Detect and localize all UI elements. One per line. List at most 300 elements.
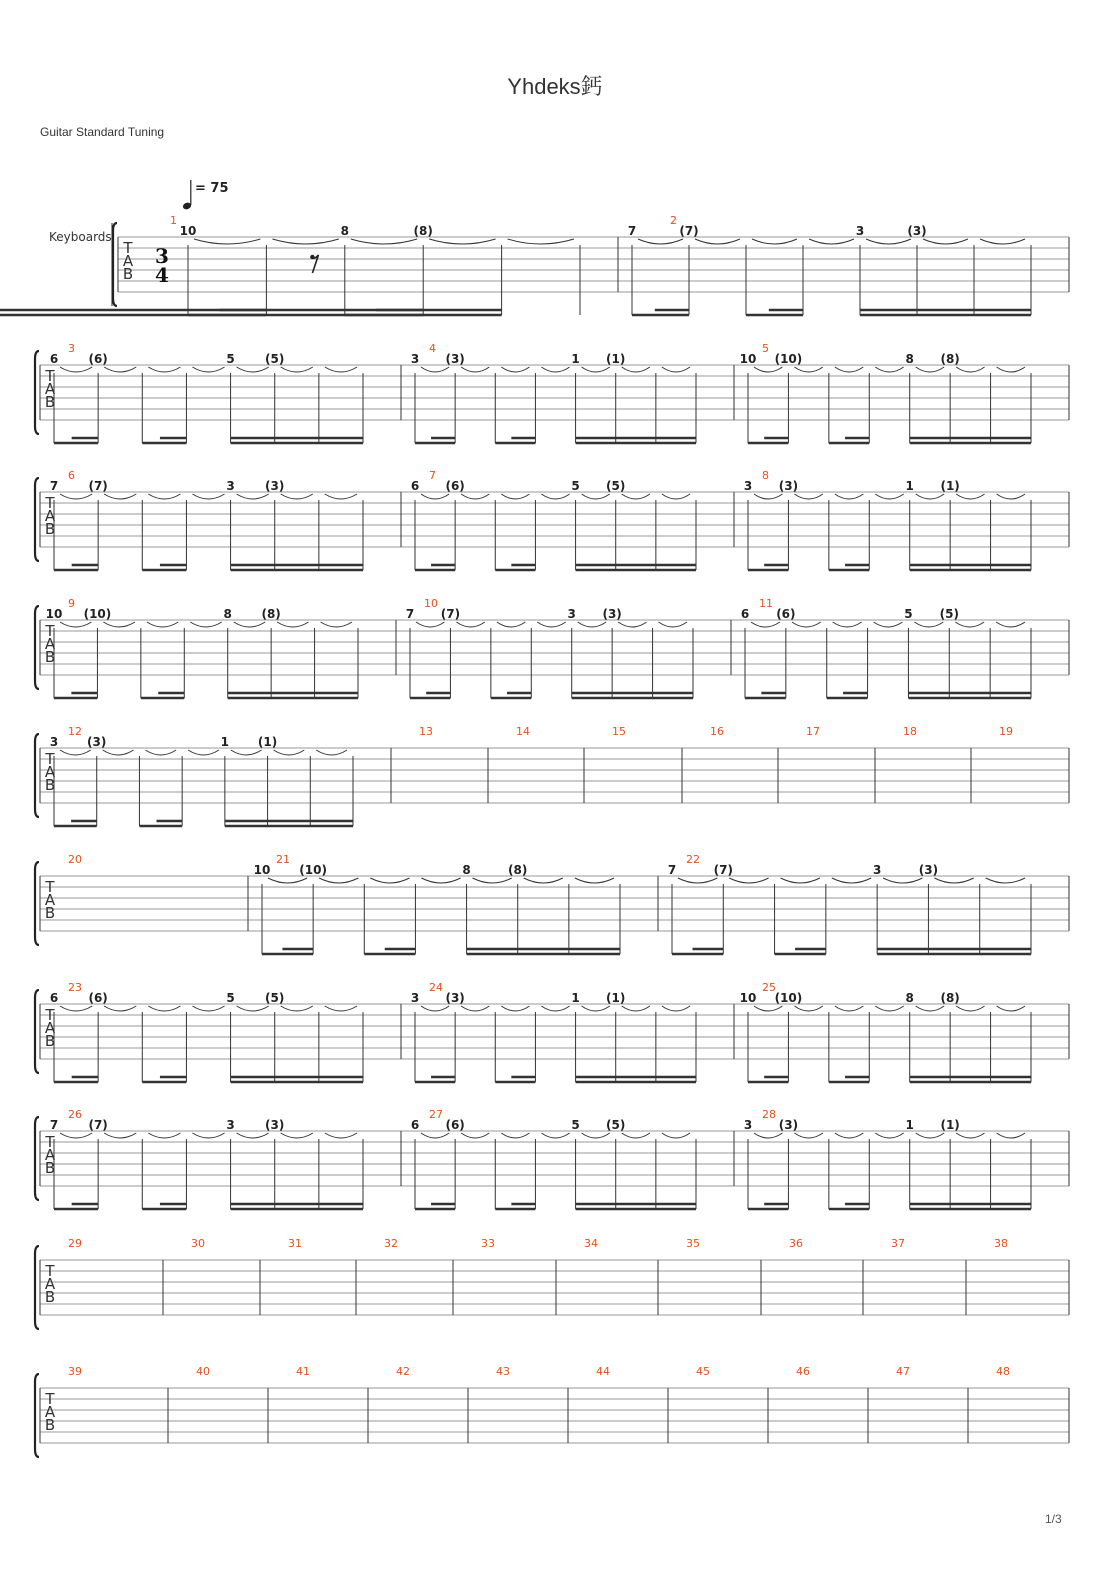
- measure-number: 5: [762, 342, 769, 355]
- tie: [956, 367, 984, 372]
- fret-number: 3: [567, 607, 576, 621]
- fret-number: (6): [445, 479, 465, 493]
- measure-number: 44: [596, 1365, 610, 1378]
- tie: [622, 367, 650, 372]
- fret-number: 1: [905, 1118, 914, 1132]
- tie: [578, 622, 606, 627]
- fret-number: 5: [904, 607, 913, 621]
- page-title: Yhdeks鈣: [507, 74, 603, 99]
- fret-number: (1): [940, 479, 960, 493]
- tie: [272, 239, 338, 244]
- fret-number: 1: [220, 735, 230, 749]
- tie: [461, 367, 489, 372]
- tie: [997, 367, 1025, 372]
- tie: [729, 878, 768, 883]
- tab-clef-letter: B: [44, 1416, 56, 1434]
- measure-number: 10: [424, 597, 438, 610]
- tie: [429, 239, 495, 244]
- tie: [996, 622, 1025, 627]
- tie: [582, 1006, 610, 1011]
- fret-number: 7: [667, 863, 677, 877]
- measure-number: 4: [429, 342, 436, 355]
- fret-number: 10: [739, 352, 757, 366]
- measure-number: 15: [612, 725, 626, 738]
- tie: [501, 494, 529, 499]
- fret-number: 8: [905, 991, 914, 1005]
- measure-number: 6: [68, 469, 75, 482]
- tab-clef-letter: A: [44, 1403, 56, 1421]
- fret-number: 7: [627, 224, 637, 238]
- fret-number: 7: [405, 607, 415, 621]
- fret-number: 8: [905, 352, 914, 366]
- system-bracket: [35, 1246, 39, 1329]
- tie: [461, 494, 489, 499]
- fret-number: (5): [265, 352, 285, 366]
- tie: [638, 239, 683, 244]
- tie: [923, 239, 968, 244]
- fret-number: 6: [49, 352, 59, 366]
- measure-number: 8: [762, 469, 769, 482]
- measure-number: 26: [68, 1108, 82, 1121]
- tie: [370, 878, 409, 883]
- measure-number: 21: [276, 853, 290, 866]
- tie: [809, 239, 854, 244]
- tab-clef-letter: A: [44, 891, 56, 909]
- fret-number: 6: [49, 991, 59, 1005]
- tempo-label: = 75: [195, 181, 229, 196]
- measure-number: 12: [68, 725, 82, 738]
- fret-number: (8): [508, 863, 528, 877]
- fret-number: (7): [88, 479, 108, 493]
- measure-number: 25: [762, 981, 776, 994]
- tie: [751, 622, 780, 627]
- tie: [980, 239, 1025, 244]
- fret-number: (10): [774, 991, 803, 1005]
- measure-number: 9: [68, 597, 75, 610]
- tie: [501, 367, 529, 372]
- fret-number: (5): [939, 607, 959, 621]
- tie: [281, 1133, 313, 1138]
- tab-clef-letter: T: [45, 1262, 55, 1280]
- measure-number: 3: [68, 342, 75, 355]
- measure-number: 41: [296, 1365, 310, 1378]
- fret-number: (6): [88, 352, 108, 366]
- fret-number: (8): [940, 991, 960, 1005]
- fret-number: (1): [940, 1118, 960, 1132]
- fret-number: 8: [462, 863, 471, 877]
- tab-clef-letter: B: [44, 520, 56, 538]
- measure-number: 46: [796, 1365, 810, 1378]
- tab-clef-letter: A: [44, 1275, 56, 1293]
- tie: [461, 1006, 489, 1011]
- fret-number: 3: [872, 863, 882, 877]
- tie: [192, 1006, 224, 1011]
- tie: [319, 878, 358, 883]
- tie: [234, 622, 265, 627]
- measure-number: 30: [191, 1237, 205, 1250]
- fret-number: 10: [739, 991, 757, 1005]
- tab-clef-letter: A: [44, 635, 56, 653]
- tie: [421, 1133, 449, 1138]
- fret-number: (1): [606, 991, 626, 1005]
- tuning-label: Guitar Standard Tuning: [40, 125, 165, 139]
- measure-number: 40: [196, 1365, 210, 1378]
- measure-number: 17: [806, 725, 820, 738]
- tie: [659, 622, 687, 627]
- tab-clef-letter: T: [45, 622, 55, 640]
- tie: [997, 1133, 1025, 1138]
- tie: [60, 622, 91, 627]
- tie: [622, 1133, 650, 1138]
- tie: [237, 367, 269, 372]
- fret-number: (6): [88, 991, 108, 1005]
- tie: [955, 622, 984, 627]
- fret-number: 5: [571, 1118, 580, 1132]
- fret-number: (5): [265, 991, 285, 1005]
- tab-clef-letter: T: [45, 494, 55, 512]
- tie: [754, 1133, 782, 1138]
- tie: [190, 622, 221, 627]
- tab-clef-letter: B: [44, 776, 56, 794]
- tie: [192, 1133, 224, 1138]
- fret-number: 3: [49, 735, 59, 749]
- tie: [916, 1006, 944, 1011]
- measure-number: 43: [496, 1365, 510, 1378]
- tie: [835, 1006, 863, 1011]
- tie: [325, 1133, 357, 1138]
- tie: [104, 494, 136, 499]
- fret-number: 10: [179, 224, 197, 238]
- tie: [501, 1133, 529, 1138]
- fret-number: (5): [606, 1118, 626, 1132]
- tie: [456, 622, 484, 627]
- tie: [541, 1006, 569, 1011]
- tab-clef-letter: T: [45, 1133, 55, 1151]
- tie: [60, 367, 92, 372]
- tie: [582, 1133, 610, 1138]
- measure-number: 28: [762, 1108, 776, 1121]
- tie: [281, 367, 313, 372]
- tie: [833, 622, 862, 627]
- tie: [268, 878, 307, 883]
- fret-number: 3: [410, 991, 420, 1005]
- fret-number: (3): [602, 607, 622, 621]
- tie: [192, 494, 224, 499]
- measure-number: 35: [686, 1237, 700, 1250]
- tab-clef-letter: B: [44, 1032, 56, 1050]
- fret-number: (3): [445, 991, 465, 1005]
- tie: [781, 878, 820, 883]
- tab-clef-letter: T: [123, 239, 133, 257]
- tie: [997, 494, 1025, 499]
- tie: [145, 750, 176, 755]
- fret-number: (8): [413, 224, 433, 238]
- tie: [792, 622, 821, 627]
- fret-number: 3: [226, 479, 235, 493]
- system-bracket: [35, 734, 39, 817]
- tie: [794, 367, 822, 372]
- tab-clef-letter: B: [44, 1288, 56, 1306]
- tie: [104, 367, 136, 372]
- time-signature-denominator: 4: [155, 263, 169, 287]
- system-bracket: [35, 1374, 39, 1457]
- tie: [835, 1133, 863, 1138]
- system-bracket: [35, 606, 39, 689]
- tie: [60, 750, 91, 755]
- measure-number: 42: [396, 1365, 410, 1378]
- tie: [866, 239, 911, 244]
- tie: [351, 239, 417, 244]
- tie: [524, 878, 563, 883]
- tie: [194, 239, 260, 244]
- fret-number: 5: [226, 991, 235, 1005]
- tie: [883, 878, 922, 883]
- tie: [325, 1006, 357, 1011]
- fret-number: 5: [226, 352, 235, 366]
- measure-number: 47: [896, 1365, 910, 1378]
- measure-number: 34: [584, 1237, 598, 1250]
- measure-number: 1: [170, 214, 177, 227]
- tie: [832, 878, 871, 883]
- tie: [622, 494, 650, 499]
- system-bracket: [113, 223, 117, 306]
- tie: [537, 622, 565, 627]
- tie: [321, 622, 352, 627]
- measure-number: 31: [288, 1237, 302, 1250]
- fret-number: 3: [743, 1118, 753, 1132]
- measure-number: 38: [994, 1237, 1008, 1250]
- fret-number: (3): [907, 224, 927, 238]
- tie: [875, 1133, 903, 1138]
- tie: [875, 494, 903, 499]
- fret-number: (3): [918, 863, 939, 877]
- measure-number: 23: [68, 981, 82, 994]
- fret-number: (10): [774, 352, 803, 366]
- fret-number: 8: [340, 224, 349, 238]
- tie: [695, 239, 740, 244]
- tie: [916, 1133, 944, 1138]
- tie: [934, 878, 973, 883]
- measure-number: 7: [429, 469, 436, 482]
- measure-number: 13: [419, 725, 433, 738]
- tie: [148, 1006, 180, 1011]
- fret-number: 10: [253, 863, 271, 877]
- tie: [582, 494, 610, 499]
- tie: [916, 367, 944, 372]
- tie: [325, 367, 357, 372]
- tie: [662, 1006, 690, 1011]
- tie: [188, 750, 219, 755]
- tab-clef-letter: A: [44, 507, 56, 525]
- tie: [541, 1133, 569, 1138]
- tie: [835, 494, 863, 499]
- measure-number: 39: [68, 1365, 82, 1378]
- measure-number: 11: [759, 597, 773, 610]
- page-number: 1/3: [1045, 1512, 1062, 1526]
- tie: [997, 1006, 1025, 1011]
- tie: [874, 622, 903, 627]
- tie: [281, 494, 313, 499]
- measure-number: 2: [670, 214, 677, 227]
- time-signature-numerator: 3: [155, 244, 169, 268]
- fret-number: 7: [49, 1118, 59, 1132]
- tie: [618, 622, 646, 627]
- tie: [754, 494, 782, 499]
- measure-number: 18: [903, 725, 917, 738]
- fret-number: (6): [776, 607, 796, 621]
- tab-clef-letter: A: [44, 380, 56, 398]
- fret-number: 3: [226, 1118, 235, 1132]
- tie: [237, 1133, 269, 1138]
- tie: [60, 1006, 92, 1011]
- tie: [231, 750, 262, 755]
- fret-number: (3): [265, 479, 285, 493]
- fret-number: (1): [606, 352, 626, 366]
- fret-number: (8): [261, 607, 281, 621]
- tie: [416, 622, 444, 627]
- tie: [575, 878, 614, 883]
- system-bracket: [35, 351, 39, 434]
- system-bracket: [35, 862, 39, 945]
- tab-clef-letter: B: [44, 904, 56, 922]
- measure-number: 48: [996, 1365, 1010, 1378]
- fret-number: 6: [410, 479, 420, 493]
- tie: [956, 1133, 984, 1138]
- system-bracket: [35, 478, 39, 561]
- tie: [875, 367, 903, 372]
- fret-number: (3): [87, 735, 107, 749]
- measure-number: 27: [429, 1108, 443, 1121]
- tie: [914, 622, 943, 627]
- tie: [148, 367, 180, 372]
- system-bracket: [35, 990, 39, 1073]
- fret-number: 6: [740, 607, 750, 621]
- system-bracket: [35, 1117, 39, 1200]
- tab-clef-letter: A: [122, 252, 134, 270]
- tie: [986, 878, 1025, 883]
- tie: [875, 1006, 903, 1011]
- tie: [541, 494, 569, 499]
- tie: [103, 750, 134, 755]
- tie: [237, 1006, 269, 1011]
- measure-number: 16: [710, 725, 724, 738]
- fret-number: (7): [679, 224, 699, 238]
- tie: [60, 494, 92, 499]
- fret-number: (3): [265, 1118, 285, 1132]
- fret-number: 5: [571, 479, 580, 493]
- tie: [662, 494, 690, 499]
- fret-number: 1: [905, 479, 914, 493]
- fret-number: (8): [940, 352, 960, 366]
- fret-number: 3: [855, 224, 865, 238]
- eighth-rest-dot: [310, 255, 314, 259]
- tie: [662, 367, 690, 372]
- tie: [582, 367, 610, 372]
- tab-clef-letter: T: [45, 1390, 55, 1408]
- tie: [501, 1006, 529, 1011]
- tab-clef-letter: A: [44, 1146, 56, 1164]
- tie: [60, 1133, 92, 1138]
- tab-clef-letter: T: [45, 1006, 55, 1024]
- measure-number: 14: [516, 725, 530, 738]
- tie: [192, 367, 224, 372]
- tie: [148, 1133, 180, 1138]
- tie: [916, 494, 944, 499]
- tab-clef-letter: B: [122, 265, 134, 283]
- fret-number: (3): [778, 479, 799, 493]
- tie: [956, 494, 984, 499]
- measure-number: 32: [384, 1237, 398, 1250]
- measure-number: 20: [68, 853, 82, 866]
- tie: [104, 1133, 136, 1138]
- fret-number: (6): [445, 1118, 465, 1132]
- tie: [147, 622, 178, 627]
- tab-clef-letter: B: [44, 648, 56, 666]
- fret-number: (10): [299, 863, 327, 877]
- tie: [104, 1006, 136, 1011]
- tie: [274, 750, 305, 755]
- tab-clef-letter: T: [45, 367, 55, 385]
- tie: [421, 367, 449, 372]
- tab-clef-letter: T: [45, 750, 55, 768]
- tie: [508, 239, 574, 244]
- tab-clef-letter: A: [44, 1019, 56, 1037]
- measure-number: 33: [481, 1237, 495, 1250]
- fret-number: 1: [571, 352, 580, 366]
- tie: [754, 1006, 782, 1011]
- tie: [794, 1006, 822, 1011]
- fret-number: (10): [83, 607, 112, 621]
- tie: [794, 494, 822, 499]
- tie: [421, 494, 449, 499]
- tie: [148, 494, 180, 499]
- instrument-name: Keyboards: [49, 230, 112, 244]
- fret-number: 3: [410, 352, 420, 366]
- measure-number: 24: [429, 981, 443, 994]
- tie: [835, 367, 863, 372]
- fret-number: (7): [88, 1118, 108, 1132]
- measure-number: 37: [891, 1237, 905, 1250]
- tab-clef-letter: A: [44, 763, 56, 781]
- tie: [316, 750, 347, 755]
- tie: [461, 1133, 489, 1138]
- tie: [237, 494, 269, 499]
- measure-number: 36: [789, 1237, 803, 1250]
- tie: [103, 622, 134, 627]
- measure-number: 45: [696, 1365, 710, 1378]
- fret-number: (5): [606, 479, 626, 493]
- fret-number: (7): [440, 607, 461, 621]
- tie: [752, 239, 797, 244]
- fret-number: 3: [743, 479, 753, 493]
- tie: [473, 878, 512, 883]
- tie: [754, 367, 782, 372]
- tab-clef-letter: B: [44, 393, 56, 411]
- measure-number: 19: [999, 725, 1013, 738]
- tie: [541, 367, 569, 372]
- tie: [662, 1133, 690, 1138]
- tie: [956, 1006, 984, 1011]
- tie: [421, 1006, 449, 1011]
- fret-number: (3): [778, 1118, 799, 1132]
- tie: [497, 622, 525, 627]
- measure-number: 22: [686, 853, 700, 866]
- tie: [794, 1133, 822, 1138]
- tab-clef-letter: B: [44, 1159, 56, 1177]
- tab-clef-letter: T: [45, 878, 55, 896]
- tie: [277, 622, 308, 627]
- measure-number: 29: [68, 1237, 82, 1250]
